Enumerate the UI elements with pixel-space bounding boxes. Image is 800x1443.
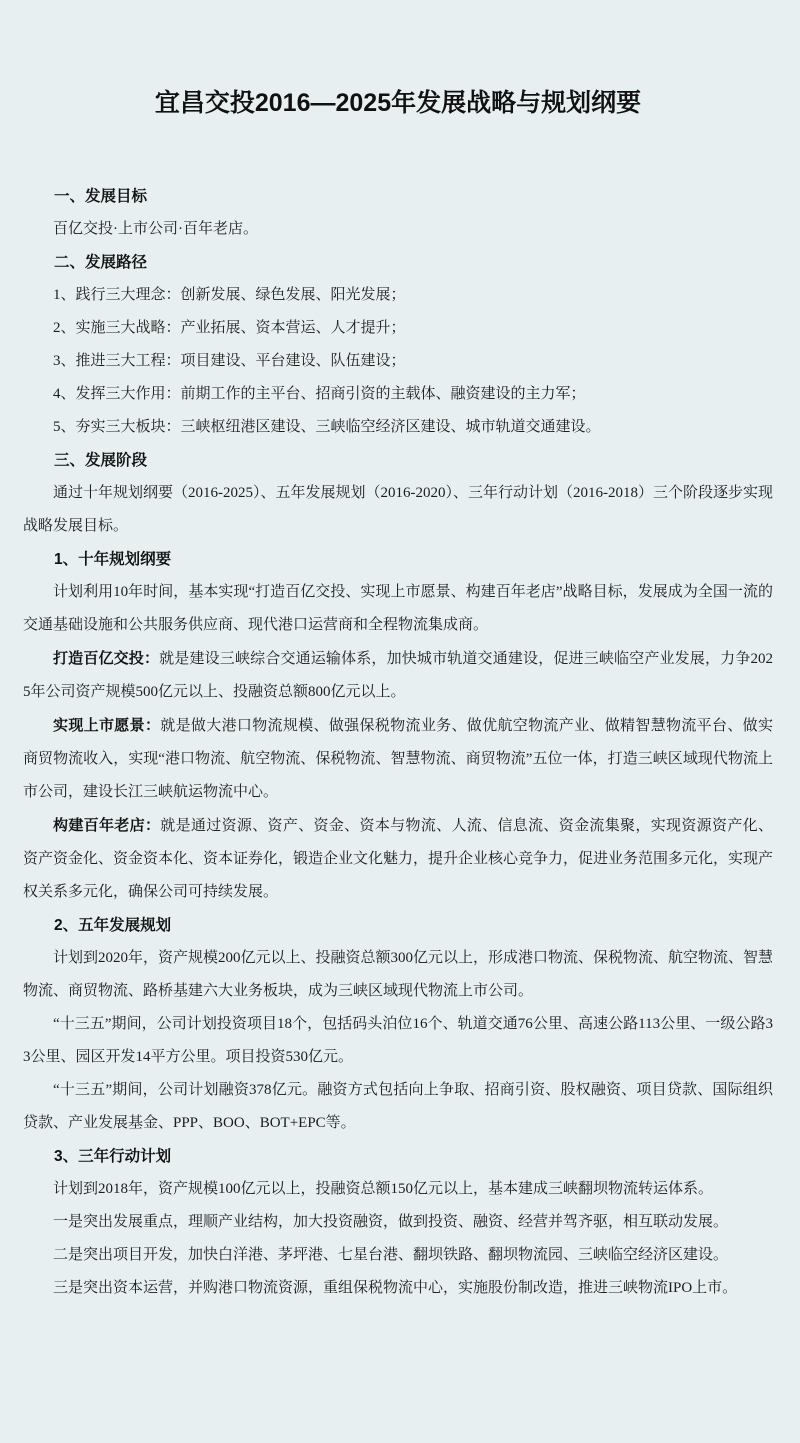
paragraph-point-two: 二是突出项目开发，加快白洋港、茅坪港、七星台港、翻坝铁路、翻坝物流园、三峡临空经济区建设。	[53, 1247, 729, 1263]
paragraph-body-listing-vision: 就是做大港口物流规模、做强保税物流业务、做优航空物流产业、做精智慧物流平台、做实商贸物流收入，实现“港口物流、航空物流、保税物流、智慧物流、商贸物流”五位一体，打造三峡区域现代物流上市公司，建设长江三峡航运物流中心。	[23, 718, 773, 800]
list-item-sectors: 5、夯实三大板块：三峡枢纽港区建设、三峡临空经济区建设、城市轨道交通建设。	[53, 419, 601, 435]
subsection-heading-three-year: 3、三年行动计划	[54, 1148, 172, 1165]
section-heading-goals: 一、发展目标	[54, 188, 148, 205]
paragraph-listing-vision	[23, 709, 773, 809]
paragraph-financing-plan: “十三五”期间，公司计划融资378亿元。融资方式包括向上争取、招商引资、股权融资、项目贷款、国际组织贷款、产业发展基金、PPP、BOO、BOT+EPC等。	[23, 1082, 773, 1131]
paragraph-point-one: 一是突出发展重点，理顺产业结构，加大投资融资，做到投资、融资、经营并驾齐驱，相互联动发展。	[53, 1214, 729, 1230]
paragraph-lead-century-store: 构建百年老店：	[53, 817, 161, 834]
paragraph-body-century-store: 就是通过资源、资产、资金、资本与物流、人流、信息流、资金流集聚，实现资源资产化、资产资金化、资金资本化、资本证券化，锻造企业文化魅力，提升企业核心竞争力，促进业务范围多元化，实现产权关系多元化，确保公司可持续发展。	[23, 818, 774, 900]
paragraph-stages-overview: 通过十年规划纲要（2016-2025）、五年发展规划（2016-2020）、三年行动计划（2016-2018）三个阶段逐步实现战略发展目标。	[23, 485, 773, 534]
paragraph-investment-plan: “十三五”期间，公司计划投资项目18个，包括码头泊位16个、轨道交通76公里、高速公路113公里、一级公路33公里、园区开发14平方公里。项目投资530亿元。	[23, 1016, 773, 1065]
paragraph-body-ten-billion: 就是建设三峡综合交通运输体系，加快城市轨道交通建设，促进三峡临空产业发展，力争2025年公司资产规模500亿元以上、投融资总额800亿元以上。	[23, 651, 773, 700]
paragraph-build-ten-billion	[23, 642, 773, 709]
doc-title: 宜昌交投2016—2025年发展战略与规划纲要	[154, 89, 642, 117]
list-item-roles: 4、发挥三大作用：前期工作的主平台、招商引资的主载体、融资建设的主力军；	[53, 386, 586, 402]
paragraph-three-year-targets: 计划到2018年，资产规模100亿元以上，投融资总额150亿元以上，基本建成三峡翻坝物流转运体系。	[53, 1181, 714, 1197]
list-item-projects: 3、推进三大工程：项目建设、平台建设、队伍建设；	[53, 353, 406, 369]
paragraph-five-year-targets: 计划到2020年，资产规模200亿元以上、投融资总额300亿元以上，形成港口物流、保税物流、航空物流、智慧物流、商贸物流、路桥基建六大业务板块，成为三峡区域现代物流上市公司。	[23, 950, 774, 999]
section-heading-path: 二、发展路径	[54, 254, 148, 271]
paragraph-goal: 百亿交投·上市公司·百年老店。	[53, 221, 258, 237]
paragraph-point-three: 三是突出资本运营，并购港口物流资源，重组保税物流中心，实施股份制改造，推进三峡物流IPO上市。	[53, 1280, 738, 1296]
subsection-heading-five-year: 2、五年发展规划	[54, 917, 172, 934]
paragraph-ten-year: 计划利用10年时间，基本实现“打造百亿交投、实现上市愿景、构建百年老店”战略目标，发展成为全国一流的交通基础设施和公共服务供应商、现代港口运营商和全程物流集成商。	[23, 584, 773, 633]
paragraph-lead-listing-vision: 实现上市愿景：	[53, 717, 161, 734]
list-item-concepts: 1、践行三大理念：创新发展、绿色发展、阳光发展；	[53, 287, 406, 303]
section-heading-stages: 三、发展阶段	[54, 452, 148, 469]
subsection-heading-ten-year: 1、十年规划纲要	[54, 551, 172, 568]
list-item-strategies: 2、实施三大战略：产业拓展、资本营运、人才提升；	[53, 320, 406, 336]
paragraph-lead-ten-billion: 打造百亿交投：	[53, 650, 160, 667]
paragraph-century-store	[23, 809, 773, 909]
